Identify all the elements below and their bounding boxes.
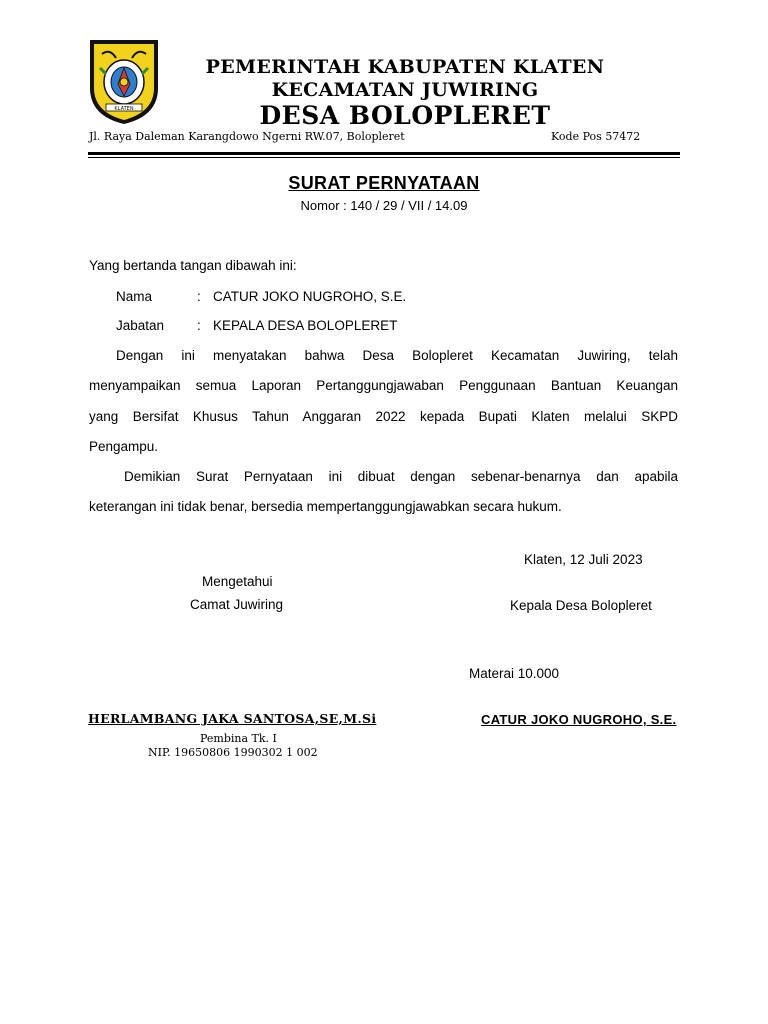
position-value: KEPALA DESA BOLOPLERET — [213, 318, 398, 333]
paragraph2-line1: Demikian Surat Pernyataan ini dibuat dengan sebenar-benarnya dan apabila — [124, 469, 678, 484]
position-label: Jabatan — [116, 318, 165, 333]
sub-district-head-title: Camat Juwiring — [190, 597, 284, 612]
sub-district-head-rank: Pembina Tk. I — [200, 732, 277, 745]
letterhead-divider-thin — [88, 157, 680, 158]
emblem-banner-text: KLATEN — [114, 106, 134, 112]
paragraph1-line2: menyampaikan semua Laporan Pertanggungjawaban Penggunaan Bantuan Keuangan — [89, 378, 678, 393]
paragraph1-line4: Pengampu. — [89, 439, 159, 454]
letterhead-village: DESA BOLOPLERET — [259, 101, 551, 130]
letterhead-government: PEMERINTAH KABUPATEN KLATEN — [205, 56, 605, 78]
stamp-duty-note: Materai 10.000 — [469, 666, 560, 681]
sub-district-head-name: HERLAMBANG JAKA SANTOSA,SE,M.Si — [88, 711, 377, 726]
village-head-title: Kepala Desa Bolopleret — [510, 598, 652, 613]
position-colon: : — [197, 318, 201, 333]
letterhead-district: KECAMATAN JUWIRING — [271, 79, 539, 101]
name-label: Nama — [116, 289, 153, 304]
paragraph1-line1: Dengan ini menyatakan bahwa Desa Bolopleret Kecamatan Juwiring, telah — [116, 348, 678, 363]
village-head-name: CATUR JOKO NUGROHO, S.E. — [481, 712, 677, 727]
sub-district-head-nip: NIP. 19650806 1990302 1 002 — [148, 746, 318, 759]
letterhead-address: Jl. Raya Daleman Karangdowo Ngerni RW.07, Bolopleret — [89, 130, 405, 143]
letter-intro: Yang bertanda tangan dibawah ini: — [89, 258, 297, 273]
acknowledged-label: Mengetahui — [202, 574, 273, 589]
letter-title: SURAT PERNYATAAN — [288, 173, 480, 193]
name-colon: : — [197, 289, 201, 304]
place-date: Klaten, 12 Juli 2023 — [524, 552, 643, 567]
paragraph1-line3: yang Bersifat Khusus Tahun Anggaran 2022 kepada Bupati Klaten melalui SKPD — [89, 409, 678, 424]
paragraph2-line2: keterangan ini tidak benar, bersedia mempertanggungjawabkan secara hukum. — [89, 499, 562, 514]
letterhead-postcode: Kode Pos 57472 — [551, 130, 641, 143]
name-value: CATUR JOKO NUGROHO, S.E. — [213, 289, 407, 304]
letterhead-divider-thick — [88, 152, 680, 155]
letter-number: Nomor : 140 / 29 / VII / 14.09 — [300, 198, 468, 213]
